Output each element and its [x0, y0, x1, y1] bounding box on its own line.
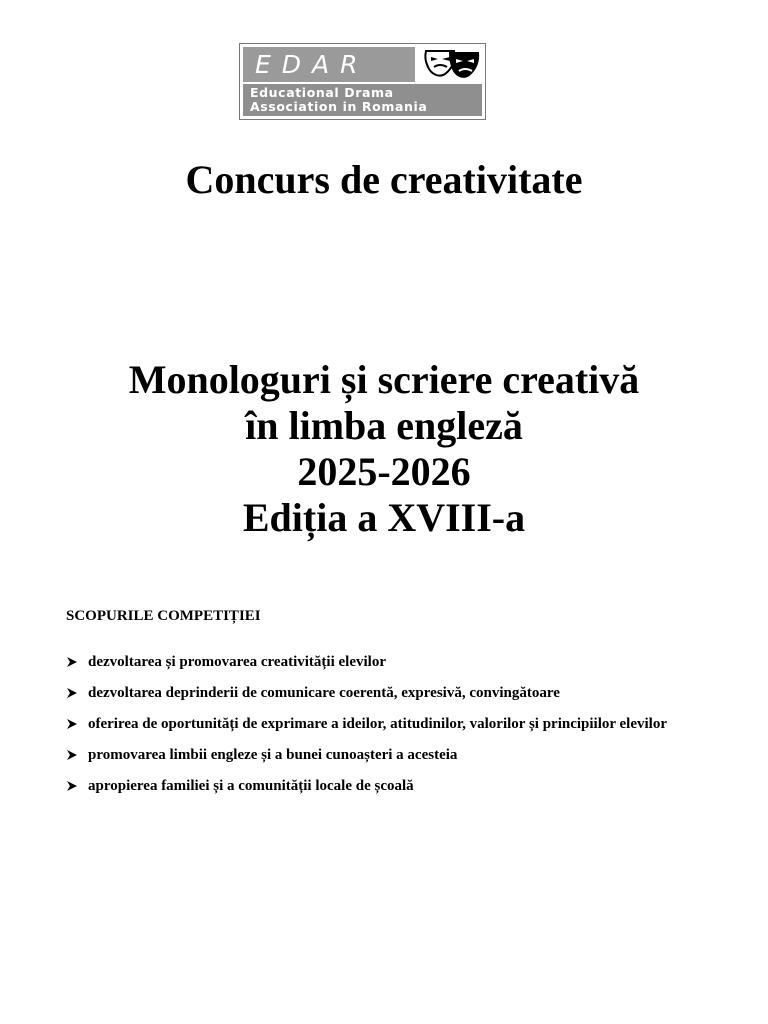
list-item	[66, 740, 701, 771]
theatre-mask-icon	[420, 47, 482, 82]
goal-text: oferirea de oportunități de exprimare a ideilor, atitudinilor, valorilor și principiilor elevilor	[88, 716, 667, 732]
logo-line-1: Educational Drama	[250, 85, 394, 100]
document-subtitle	[0, 357, 768, 541]
subtitle-line-2: în limba engleză	[245, 403, 523, 448]
logo-bottom-band	[243, 84, 482, 116]
subtitle-line-3: 2025-2026	[297, 449, 471, 494]
list-item	[66, 647, 701, 678]
arrow-bullet-icon	[66, 678, 80, 709]
subtitle-line-4: Ediția a XVIII-a	[242, 495, 526, 540]
arrow-bullet-icon	[66, 647, 80, 678]
logo-top-band	[243, 47, 415, 82]
subtitle-line-1: Monologuri și scriere creativă	[128, 357, 640, 402]
logo-line-2: Association in Romania	[250, 99, 428, 114]
edar-logo	[239, 43, 486, 120]
list-item	[66, 709, 701, 740]
page-title: Concurs de creativitate	[185, 157, 583, 202]
list-item	[66, 771, 701, 802]
goal-text: promovarea limbii engleze și a bunei cunoașteri a acesteia	[88, 747, 458, 763]
goal-text: apropierea familiei și a comunității locale de școală	[88, 778, 414, 794]
goals-heading: SCOPURILE COMPETIȚIEI	[66, 608, 261, 624]
goal-text: dezvoltarea și promovarea creativității elevilor	[88, 654, 386, 670]
logo-brand: EDAR	[255, 50, 369, 79]
list-item	[66, 678, 701, 709]
goal-text: dezvoltarea deprinderii de comunicare coerentă, expresivă, convingătoare	[88, 685, 560, 701]
arrow-bullet-icon	[66, 771, 80, 802]
arrow-bullet-icon	[66, 740, 80, 771]
goals-list	[66, 647, 701, 802]
arrow-bullet-icon	[66, 709, 80, 740]
